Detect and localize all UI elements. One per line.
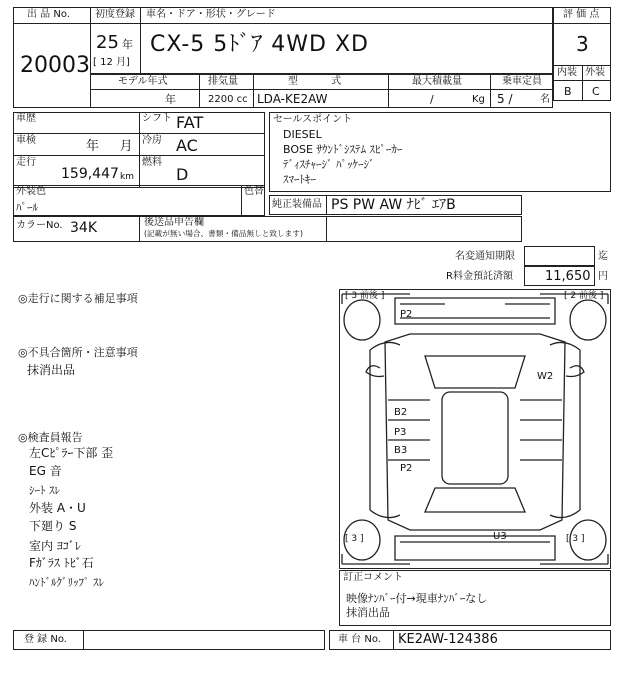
corner-tl: [ 3 前後 ] [345,291,385,301]
corner-tr: [ 2 前後 ] [564,291,604,301]
recycle-value: 11,650 [545,269,591,284]
interior-grade: B [564,85,572,98]
damage-mark: P3 [394,427,407,438]
first-registration-label: 初度登録 [95,9,135,20]
name-change-field [524,246,595,266]
reg-year: 25 [96,32,119,53]
displacement: 2200 cc [208,94,248,105]
correction-line-1: 映像ﾅﾝﾊﾞｰ付→現車ﾅﾝﾊﾞｰなし [346,592,488,605]
fuel-label: 燃料 [142,157,162,168]
shift-label: シフト [142,113,172,124]
ac-value: AC [176,136,198,155]
damage-mark: P2 [400,309,413,320]
color-change-label: 色替 [244,186,264,197]
max-load-unit: Kg [472,94,485,105]
car-outline-icon [340,290,610,568]
correction-label: 訂正コメント [343,572,403,583]
sales-point-3: ﾃﾞｨｽﾁｬｰｼﾞ ﾊﾟｯｹｰｼﾞ [283,158,375,171]
corner-br: [ 3 ] [566,534,585,544]
reg-month: [ 12 月] [93,57,130,68]
corner-bl: [ 3 ] [345,534,364,544]
damage-mark: B3 [394,445,408,456]
ac-label: 冷房 [142,135,162,146]
late-report-label: 後送品申告欄 [144,217,204,228]
defects-label: ◎不具合箇所・注意事項 [18,346,138,359]
capacity-unit: 名 [540,94,550,105]
inspector-line-3: ｼｰﾄ ｽﾚ [29,484,60,497]
inspector-line-2: EG 音 [29,464,62,478]
recycle-label: R料金預託済額 [446,271,513,282]
shift-value: FAT [176,113,204,132]
car-name-label: 車名・ドア・形状・グレード [146,9,276,20]
late-report-note: (記載が無い場合、書類・備品無しと致します) [144,230,303,239]
exterior-grade: C [592,85,600,98]
model-year-unit: 年 [165,93,176,106]
inspector-line-6: 室内 ﾖｺﾞﾚ [29,539,81,553]
max-load-label: 最大積載量 [412,76,462,87]
recycle-unit: 円 [598,271,608,282]
model-year-label: モデル年式 [118,76,168,87]
ext-color-label: 外装色 [16,186,46,197]
name-change-unit: 迄 [598,251,608,262]
displacement-label: 排気量 [208,76,238,87]
inspector-line-1: 左Cﾋﾟﾗｰ下部 歪 [29,446,114,460]
car-title: CX-5 5ﾄﾞｱ 4WD XD [150,32,369,57]
mileage-value: 159,447 [61,166,119,182]
interior-label: 内装 [557,67,577,78]
color-no-value: 34K [70,220,97,236]
color-no-label: カラーNo. [16,220,63,231]
inspector-line-7: Fｶﾞﾗｽ ﾄﾋﾞ石 [29,556,94,570]
lot-number: 20003 [20,53,90,78]
exterior-label: 外装 [585,67,605,78]
damage-mark: W2 [537,371,554,382]
inspector-line-5: 下廻り S [29,519,77,533]
history-label: 車歴 [16,113,36,124]
damage-mark: P2 [400,463,413,474]
reg-no-label: 登 録 No. [24,634,67,645]
chassis-number: KE2AW-124386 [398,632,498,647]
driving-notes-label: ◎走行に関する補足事項 [18,292,138,305]
inspector-line-8: ﾊﾝﾄﾞﾙｸﾞﾘｯﾌﾟ ｽﾚ [29,576,104,589]
grade-label: 評 価 点 [563,9,600,20]
equipment-value: PS PW AW ﾅﾋﾞ ｴｱB [331,197,456,213]
inspection-label: 車検 [16,135,36,146]
damage-mark: B2 [394,407,408,418]
correction-line-2: 抹消出品 [346,606,390,619]
ext-color-value: ﾊﾟｰﾙ [16,201,38,214]
sales-point-1: DIESEL [283,128,322,141]
sales-points-label: セールスポイント [273,114,353,125]
sales-point-2: BOSE ｻｳﾝﾄﾞｼｽﾃﾑ ｽﾋﾟｰｶｰ [283,143,403,156]
inspection-value: 年 月 [86,139,133,154]
color-box [13,185,265,216]
max-load: / [430,93,434,106]
model-label: 型 式 [288,76,342,87]
defects-value: 抹消出品 [27,363,76,377]
damage-mark: U3 [493,531,507,542]
reg-year-unit: 年 [122,38,133,51]
fuel-value: D [176,165,189,184]
mileage-label: 走行 [16,157,36,168]
name-change-label: 名変通知期限 [455,251,515,262]
inspector-report-label: ◎検査員報告 [18,431,83,444]
capacity: 5 / [497,92,513,106]
model-code: LDA-KE2AW [257,92,328,106]
sales-point-4: ｽﾏｰﾄｷｰ [283,173,316,186]
chassis-label: 車 台 No. [338,634,381,645]
lot-number-label: 出 品 No. [27,9,70,20]
damage-diagram [339,289,611,569]
inspector-line-4: 外装 A・U [29,501,86,515]
mileage-unit: km [120,172,134,182]
equipment-label: 純正装備品 [272,199,322,210]
overall-grade: 3 [576,32,589,56]
capacity-label: 乗車定員 [502,76,542,87]
